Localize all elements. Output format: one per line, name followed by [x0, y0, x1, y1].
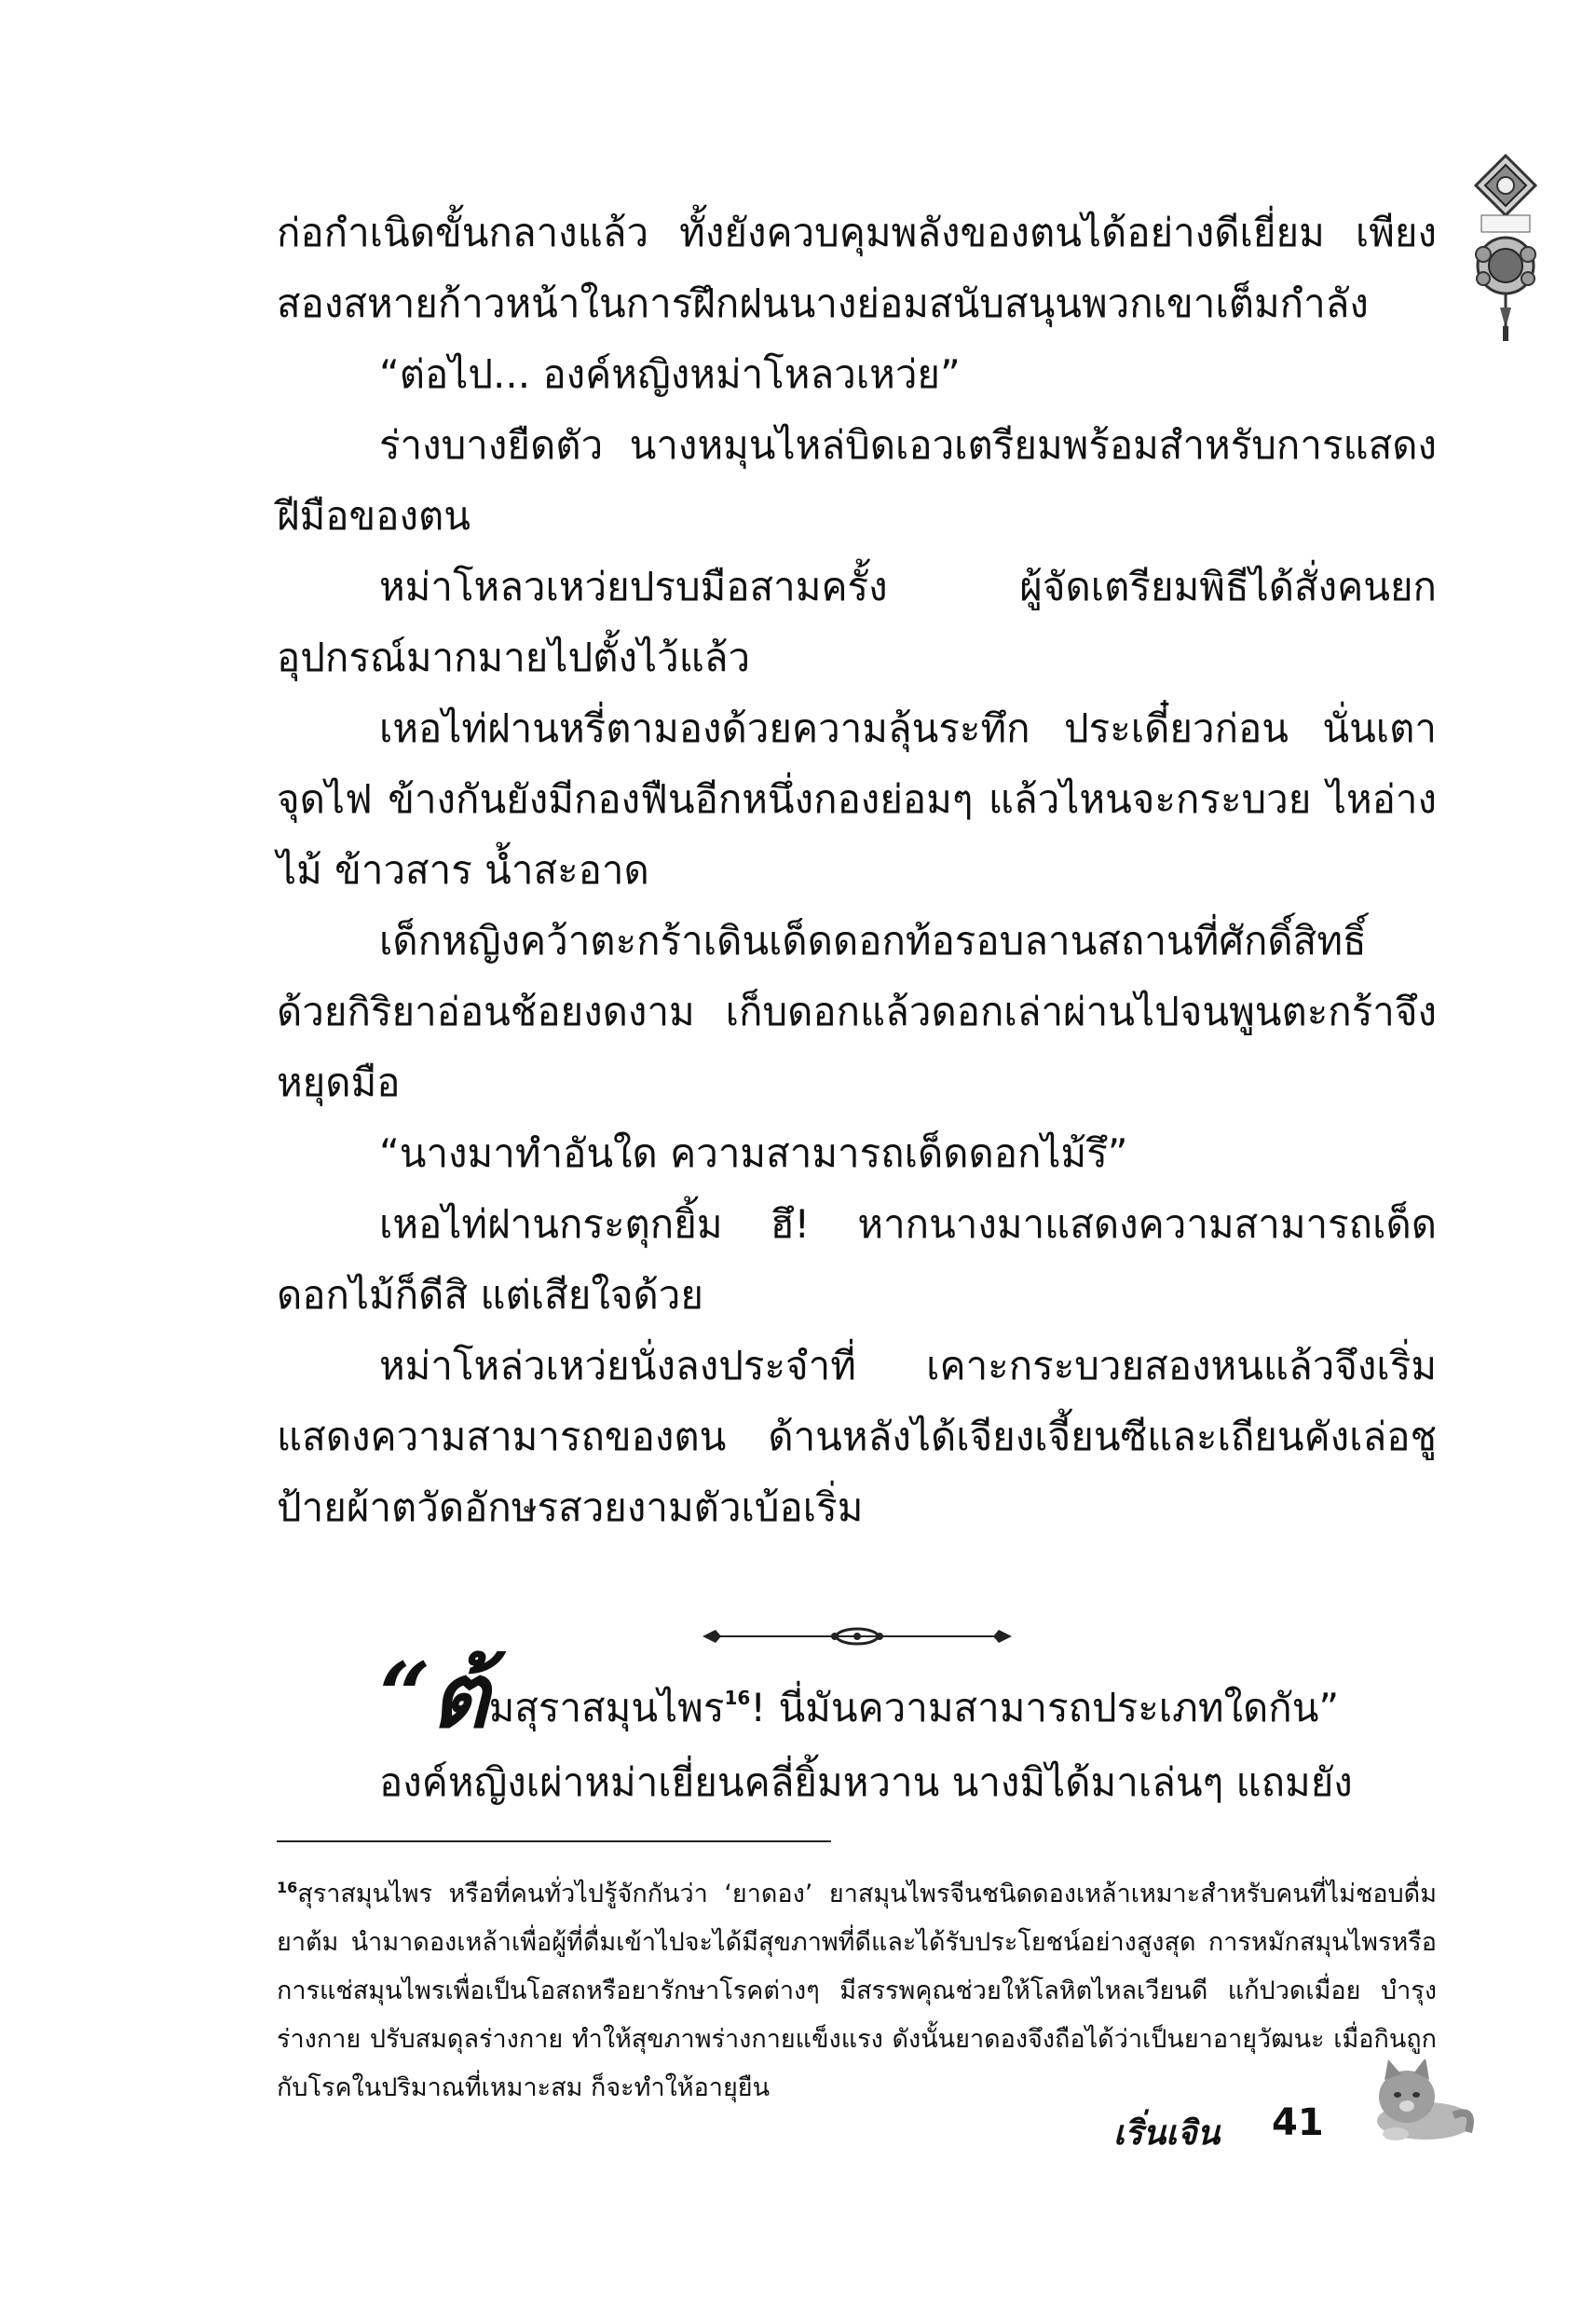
paragraph-4: หม่าโหลวเหว่ยปรบมือสามครั้ง ผู้จัดเตรียมพิธีได้สั่งคนยกอุปกรณ์มากมายไปตั้งไว้แล้ว	[277, 564, 1437, 680]
chinese-knot-ornament-icon	[1470, 154, 1541, 345]
paragraph-6: เด็กหญิงคว้าตะกร้าเดินเด็ดดอกท้อรอบลานสถานที่ศักดิ์สิทธิ์ด้วยกิริยาอ่อนช้อยงดงาม เก็บดอกแล้วดอกเล่าผ่านไปจนพูนตะกร้าจึงหยุดมือ	[277, 918, 1437, 1105]
paragraph-2: “ต่อไป... องค์หญิงหม่าโหลวเหว่ย”	[379, 351, 961, 397]
drop-cap: “ต้	[379, 1643, 489, 1748]
paragraph-1: ก่อกำเนิดขั้นกลางแล้ว ทั้งยังควบคุมพลังของตนได้อย่างดีเยี่ยม เพียงสองสหายก้าวหน้าในการฝึกฝนนางย่อมสนับสนุนพวกเขาเต็มกำลัง	[277, 210, 1437, 326]
opening-line	[277, 1643, 1437, 1748]
paragraph-8: เหอไท่ฝานกระตุกยิ้ม ฮึ! หากนางมาแสดงความสามารถเด็ดดอกไม้ก็ดีสิ แต่เสียใจด้วย	[277, 1201, 1437, 1318]
paragraph-3: ร่างบางยืดตัว นางหมุนไหล่บิดเอวเตรียมพร้อมสำหรับการแสดงฝีมือของตน	[277, 422, 1437, 539]
running-footer-title: เริ่นเจิน	[1113, 2113, 1221, 2153]
paragraph-7: “นางมาทำอันใด ความสามารถเด็ดดอกไม้รึ”	[379, 1130, 1128, 1176]
cat-photo-icon	[1368, 2059, 1480, 2143]
main-text	[277, 198, 1437, 1543]
paragraph-9: หม่าโหล่วเหว่ยนั่งลงประจำที่ เคาะกระบวยสองหนแล้วจึงเริ่มแสดงความสามารถของตน ด้านหลังได้เจียงเจี้ยนซีและเถียนคังเล่อชูป้ายผ้าตวัดอักษรสวยงามตัวเบ้อเริ่ม	[277, 1343, 1437, 1530]
footnote-divider	[277, 1840, 831, 1842]
scroll-divider-ornament-icon	[699, 1620, 1016, 1653]
page-number: 41	[1272, 2101, 1324, 2144]
section-opening	[277, 1643, 1437, 1820]
footnote-text: สุราสมุนไพร หรือที่คนทั่วไปรู้จักกันว่า ‘ยาดอง’ ยาสมุนไพรจีนชนิดดองเหล้าเหมาะสำหรับคนที่ไม่ชอบดื่มยาต้ม นำมาดองเหล้าเพื่อผู้ที่ดื่มเข้าไปจะได้มีสุขภาพที่ดีและได้รับประโยชน์อย่างสูงสุด การหมักสมุนไพรหรือการแช่สมุนไพรเพื่อเป็นโอสถหรือยารักษาโรคต่างๆ มีสรรพคุณช่วยให้โลหิตไหลเวียนดี แก้ปวดเมื่อย บำรุงร่างกาย ปรับสมดุลร่างกาย ทำให้สุขภาพร่างกายแข็งแรง ดังนั้นยาดองจึงถือได้ว่าเป็นยาอายุวัฒนะ เมื่อกินถูกกับโรคในปริมาณที่เหมาะสม ก็จะทำให้อายุยืน	[277, 1880, 1437, 2102]
footnote	[277, 1864, 1437, 2113]
opening-text-continued: ! นี่มันความสามารถประเภทใดกัน”	[750, 1685, 1340, 1730]
footnote-reference[interactable]: 16	[724, 1687, 751, 1709]
paragraph-5: เหอไท่ฝานหรี่ตามองด้วยความลุ้นระทึก ประเดี๋ยวก่อน นั่นเตาจุดไฟ ข้างกันยังมีกองฟืนอีกหนึ่งกองย่อมๆ แล้วไหนจะกระบวย ไหอ่างไม้ ข้าวสาร น้ำสะอาด	[277, 705, 1437, 893]
opening-next-line: องค์หญิงเผ่าหม่าเยี่ยนคลี่ยิ้มหวาน นางมิได้มาเล่นๆ แถมยัง	[379, 1759, 1353, 1805]
footnote-number: 16	[277, 1879, 298, 1896]
opening-text: มสุราสมุนไพร	[488, 1685, 725, 1730]
